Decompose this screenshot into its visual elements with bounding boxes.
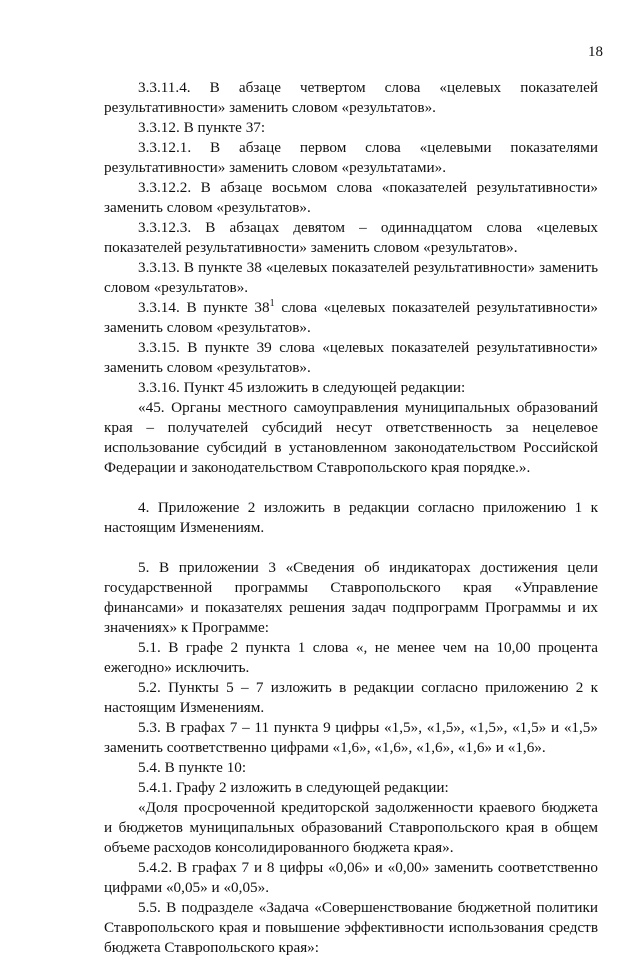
paragraph-text: 3.3.14. В пункте 38 [138, 299, 270, 316]
paragraph: «45. Органы местного самоуправления муниципальных образований края – получателей субсидий несут ответственность за нецелевое использование субсидий в установленном законодательством Российской Федерации и законодательством Ставропольского края порядке.». [104, 399, 598, 476]
page-number: 18 [588, 44, 603, 60]
paragraph: 3.3.12.1. В абзаце первом слова «целевыми показателями результативности» заменить словом «результатами». [104, 139, 598, 176]
paragraph: 3.3.12.3. В абзацах девятом – одиннадцатом слова «целевых показателей результативности» заменить словом «результатов». [104, 219, 598, 256]
document-body [104, 78, 598, 958]
paragraph [104, 298, 598, 338]
paragraph: 5.5. В подразделе «Задача «Совершенствование бюджетной политики Ставропольского края и повышение эффективности использования средств бюджета Ставропольского края»: [104, 899, 598, 956]
paragraph: «Доля просроченной кредиторской задолженности краевого бюджета и бюджетов муниципальных образований Ставропольского края в общем объеме расходов консолидированного бюджета края». [104, 799, 598, 856]
paragraph: 5.4.2. В графах 7 и 8 цифры «0,06» и «0,00» заменить соответственно цифрами «0,05» и «0,05». [104, 859, 598, 896]
paragraph-text: слова «целевых показателей результативности» заменить словом «результатов». [104, 299, 598, 336]
paragraph: 5.4.1. Графу 2 изложить в следующей редакции: [138, 779, 449, 796]
paragraph: 3.3.12.2. В абзаце восьмом слова «показателей результативности» заменить словом «результатов». [104, 179, 598, 216]
paragraph: 5.3. В графах 7 – 11 пункта 9 цифры «1,5», «1,5», «1,5», «1,5» и «1,5» заменить соответственно цифрами «1,6», «1,6», «1,6», «1,6» и «1,6». [104, 719, 598, 756]
paragraph: 4. Приложение 2 изложить в редакции согласно приложению 1 к настоящим Изменениям. [104, 499, 598, 536]
paragraph: 5.4. В пункте 10: [138, 759, 247, 776]
paragraph: 5.2. Пункты 5 – 7 изложить в редакции согласно приложению 2 к настоящим Изменениям. [104, 679, 598, 716]
paragraph: 3.3.16. Пункт 45 изложить в следующей редакции: [138, 379, 466, 396]
paragraph: 3.3.11.4. В абзаце четвертом слова «целевых показателей результативности» заменить словом «результатов». [104, 79, 598, 116]
paragraph: 5.1. В графе 2 пункта 1 слова «, не менее чем на 10,00 процента ежегодно» исключить. [104, 639, 598, 676]
paragraph: 3.3.15. В пункте 39 слова «целевых показателей результативности» заменить словом «результатов». [104, 339, 598, 376]
paragraph: 5. В приложении 3 «Сведения об индикаторах достижения цели государственной программы Ставропольского края «Управление финансами» и показателях решения задач подпрограмм Программы и их значениях» к Программе: [104, 559, 598, 636]
paragraph: 3.3.13. В пункте 38 «целевых показателей результативности» заменить словом «результатов». [104, 259, 598, 296]
superscript: 1 [269, 297, 275, 309]
paragraph: 3.3.12. В пункте 37: [138, 119, 266, 136]
